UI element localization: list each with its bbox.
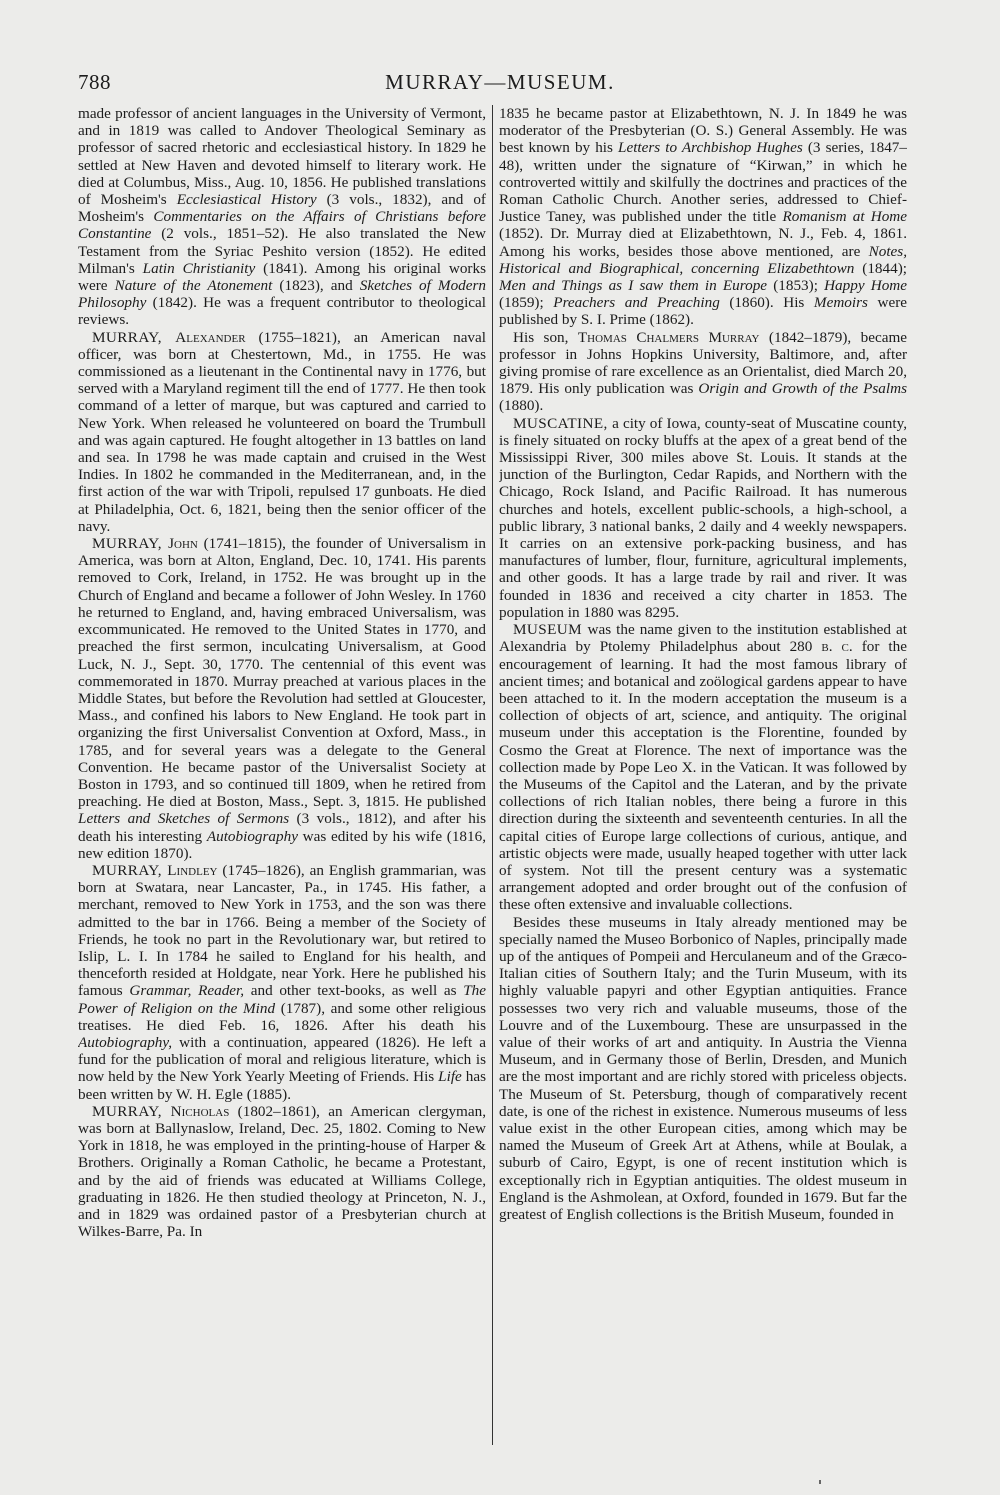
text-run: (1787), and some other religious treatises. He died Feb. 16, 1826. After his death his	[78, 999, 486, 1034]
page-number: 788	[78, 70, 111, 94]
entry-muscatine	[499, 415, 907, 621]
small-caps-name: Alexander	[175, 328, 246, 346]
small-caps-name: Thomas Chalmers Murray	[577, 328, 760, 346]
paragraph-murray-continued	[78, 105, 486, 329]
text-run: made professor of ancient languages in the University of Vermont, and in 1819 was called to Andover Theological Seminary as professor of sacred rhetoric and ecclesiastical history. In 1829 he settled at New Haven and devoted himself to literary work. He died at Columbus, Miss., Aug. 10, 1856. He published translations of Mosheim's	[78, 105, 486, 209]
italic-text: Ecclesiastical History	[176, 191, 317, 209]
text-run: His son,	[513, 328, 578, 346]
text-run: (3 series, 1847–48), written under the signature of “Kirwan,” in which he controverted wittily and skilfully the doctrines and practices of the Roman Catholic Church. Another series, addressed to Chief-Justice Taney, was published under the title	[499, 139, 907, 226]
text-run: (1841). Among his original works were	[78, 259, 486, 295]
running-head: MURRAY—MUSEUM.	[385, 70, 615, 94]
left-column	[78, 105, 486, 1445]
text-run: (1852). Dr. Murray died at Elizabethtown, N. J., Feb. 4, 1861. Among his works, besides those above mentioned, are	[499, 225, 907, 260]
text-run: (1842–1879), became professor in Johns Hopkins University, Baltimore, and, after giving promise of rare excellence as an Orientalist, died March 20, 1879. His only publication was	[499, 328, 907, 398]
italic-text: Autobiography	[206, 827, 298, 845]
text-run: (1745–1826), an English grammarian, was born at Swatara, near Lancaster, Pa., in 1745. His father, a merchant, removed to New York in 1753, and the son was there admitted to the bar in 1766. Being a member of the Society of Friends, he took no part in the Revolutionary war, but retired to Islip, L. I. In 1784 he sailed to England for his health, and thenceforth resided at Holdgate, near York. Here he published his famous	[78, 861, 486, 1000]
text-run: (1844);	[854, 259, 907, 277]
italic-text: Origin and Growth of the Psalms	[698, 380, 907, 398]
italic-text: Autobiography,	[78, 1033, 173, 1051]
italic-text: Memoirs	[813, 294, 868, 312]
italic-text: Preachers and Preaching	[553, 294, 720, 312]
paragraph-thomas-chalmers-murray	[499, 329, 907, 415]
text-run: for the encouragement of learning. It had the most famous library of ancient times; and botanical and zoölogical gardens appear to have been attached to it. In the modern acceptation the museum is a collection of objects of art, science, and antiquity. The original museum under this acceptation is the Florentine, founded by Cosmo the Great at Florence. The next of importance was the collection made by Pope Leo X. in the Vatican. It was followed by the Museums of the Capitol and the Lateran, and by the private collections of rich Italian nobles, there being a furore in this direction during the sixteenth and seventeenth centuries. In all the capital cities of Europe large collections of curious, antique, and artistic objects were made, usually heaped together with utter lack of system. Not till the present century was a systematic arrangement adopted and order brought out of the confusion of these often extensive and invaluable collections.	[499, 638, 907, 914]
entry-headword: MURRAY,	[92, 535, 169, 553]
column-divider	[492, 105, 493, 1445]
paragraph-museums-europe	[499, 914, 907, 1224]
entry-headword: MURRAY,	[92, 1102, 171, 1120]
text-run: (1802–1861), an American clergyman, was born at Ballynaslow, Ireland, Dec. 25, 1802. Coming to New York in 1818, he was employed in the printing-house of Harper & Brothers. Originally a Roman Catholic, he became a Protestant, and by the aid of friends was educated at Williams College, graduating in 1826. He then studied theology at Princeton, N. J., and in 1829 was ordained pastor of a Presbyterian church at Wilkes-Barre, Pa. In	[78, 1102, 486, 1241]
italic-text: Men and Things as I saw them in Europe	[499, 277, 768, 295]
italic-text: Letters to Archbishop Hughes	[618, 139, 803, 157]
italic-text: Latin Christianity	[142, 259, 256, 277]
print-speck	[819, 1480, 821, 1484]
text-run: (1853);	[767, 277, 825, 295]
text-run: a city of Iowa, county-seat of Muscatine county, is finely situated on rocky bluffs at the apex of a great bend of the Mississippi River, 300 miles above St. Louis. It stands at the junction of the Burlington, Cedar Rapids, and Northern with the Chicago, Rock Island, and Pacific Railroad. It has numerous churches and hotels, excellent public-schools, a high-school, a public library, 3 national banks, 2 daily and 4 weekly newspapers. It carries on an extensive pork-packing business, and has manufactures of lumber, flour, furniture, agricultural implements, and other goods. It has a large trade by rail and river. It was founded in 1836 and received a city charter in 1853. The population in 1880 was 8295.	[499, 414, 907, 621]
italic-text: Happy Home	[824, 277, 907, 295]
text-run: and other text-books, as well as	[244, 982, 464, 1000]
entry-murray-nicholas	[78, 1103, 486, 1241]
entry-headword: MUSEUM	[513, 621, 588, 639]
entry-murray-alexander	[78, 329, 486, 535]
text-run: has been written by W. H. Egle (1885).	[78, 1068, 486, 1103]
right-column	[499, 105, 907, 1445]
italic-text: Notes, Historical and Biographical, concerning Elizabethtown	[499, 242, 907, 277]
text-run: (2 vols., 1851–52). He also translated the New Testament from the Syriac Peshito version (1852). He edited Milman's	[78, 225, 486, 277]
small-caps-name: Lindley	[167, 861, 218, 879]
paragraph-nicholas-continued	[499, 105, 907, 329]
text-run: (3 vols., 1832), and of Mosheim's	[78, 191, 486, 226]
italic-text: Life	[438, 1068, 462, 1086]
small-caps-name: John	[168, 535, 198, 553]
text-run: (3 vols., 1812), and after his death his interesting	[78, 810, 486, 845]
italic-text: Sketches of Modern Philosophy	[78, 277, 486, 312]
entry-headword: MURRAY,	[92, 328, 176, 346]
entry-murray-lindley	[78, 862, 486, 1103]
entry-headword: MURRAY,	[92, 861, 168, 879]
italic-text: Commentaries on the Affairs of Christians before Constantine	[78, 208, 486, 243]
text-run: were published by S. I. Prime (1862).	[499, 294, 907, 329]
text-run: was edited by his wife (1816, new edition 1870).	[78, 827, 486, 862]
text-run: (1823), and	[272, 277, 360, 295]
small-caps-name: Nicholas	[170, 1102, 230, 1120]
text-run: 1835 he became pastor at Elizabethtown, N. J. In 1849 he was moderator of the Presbyterian (O. S.) General Assembly. He was best known by his	[499, 105, 907, 157]
italic-text: Romanism at Home	[782, 208, 907, 226]
entry-murray-john	[78, 535, 486, 862]
text-run: with a continuation, appeared (1826). He left a fund for the publication of moral and religious literature, which is now held by the New York Yearly Meeting of Friends. His	[78, 1033, 486, 1086]
text-run: Besides these museums in Italy already mentioned may be specially named the Museo Borbonico of Naples, principally made up of the antiques of Pompeii and Herculaneum and of the Græco-Italian cities of Southern Italy; and the Turin Museum, with its highly valuable papyri and other Egyptian antiquities. France possesses two very rich and valuable museums, those of the Louvre and of the Luxembourg. These are unsurpassed in the value of their works of art and antiquity. In Austria the Vienna Museum, and in Germany those of Berlin, Dresden, and Munich are the most important and are richly stored with priceless objects. The Museum of St. Petersburg, though of comparatively recent date, is one of the richest in existence. Numerous museums of less value exist in the other European cities, among which may be named the Museum of Greek Art at Athens, while at Boulak, a suburb of Cairo, Egypt, is one of recent institution which is exceptionally rich in Egyptian antiquities. The oldest museum in England is the Ashmolean, at Oxford, founded in 1679. But far the greatest of English collections is the British Museum, founded in	[499, 913, 907, 1223]
text-run: (1860). His	[719, 294, 814, 312]
text-run: (1741–1815), the founder of Universalism in America, was born at Alton, England, Dec. 10, 1741. His parents removed to Cork, Ireland, in 1752. He was brought up in the Church of England and became a follower of John Wesley. In 1760 he returned to England, and, having embraced Universalism, was excommunicated. He removed to the United States in 1770, and preached the first sermon, inculcating Universalism, at Good Luck, N. J., Sept. 30, 1770. The centennial of this event was commemorated in 1870. Murray preached at various places in the Middle States, but before the Revolution had settled at Gloucester, Mass., and confined his labors to New England. He took part in organizing the first Universalist Convention at Oxford, Mass., in 1785, and for several years was a delegate to the General Convention. He became pastor of the Universalist Society at Boston in 1793, and so continued till 1809, when he retired from preaching. He died at Boston, Mass., Sept. 3, 1815. He published	[78, 535, 486, 811]
entry-museum	[499, 621, 907, 913]
text-run: (1755–1821), an American naval officer, was born at Chestertown, Md., in 1755. He was commissioned as a lieutenant in the Continental navy in 1776, but served with a Maryland regiment till the end of 1777. He then took command of a letter of marque, but was captured and carried to New York. When released he volunteered on board the Trumbull and was again captured. He fought altogether in 13 battles on land and sea. In 1798 he was made captain and cruised in the West Indies. In 1802 he commanded in the Mediterranean, and, in the first action of the war with Tripoli, repulsed 17 gunboats. He died at Philadelphia, Oct. 6, 1821, being then the senior officer of the navy.	[78, 328, 486, 535]
italic-text: Nature of the Atonement	[114, 277, 273, 295]
text-run: was the name given to the institution established at Alexandria by Ptolemy Philadelphus about 280	[499, 621, 907, 656]
italic-text: The Power of Religion on the Mind	[78, 982, 486, 1017]
text-run: (1880).	[499, 397, 544, 415]
small-caps-name: b. c.	[821, 638, 853, 656]
text-run: (1859);	[499, 294, 554, 312]
italic-text: Grammar, Reader,	[129, 982, 245, 1000]
text-run: (1842). He was a frequent contributor to theological reviews.	[78, 294, 486, 329]
italic-text: Letters and Sketches of Sermons	[78, 810, 290, 828]
entry-headword: MUSCATINE,	[513, 414, 613, 432]
